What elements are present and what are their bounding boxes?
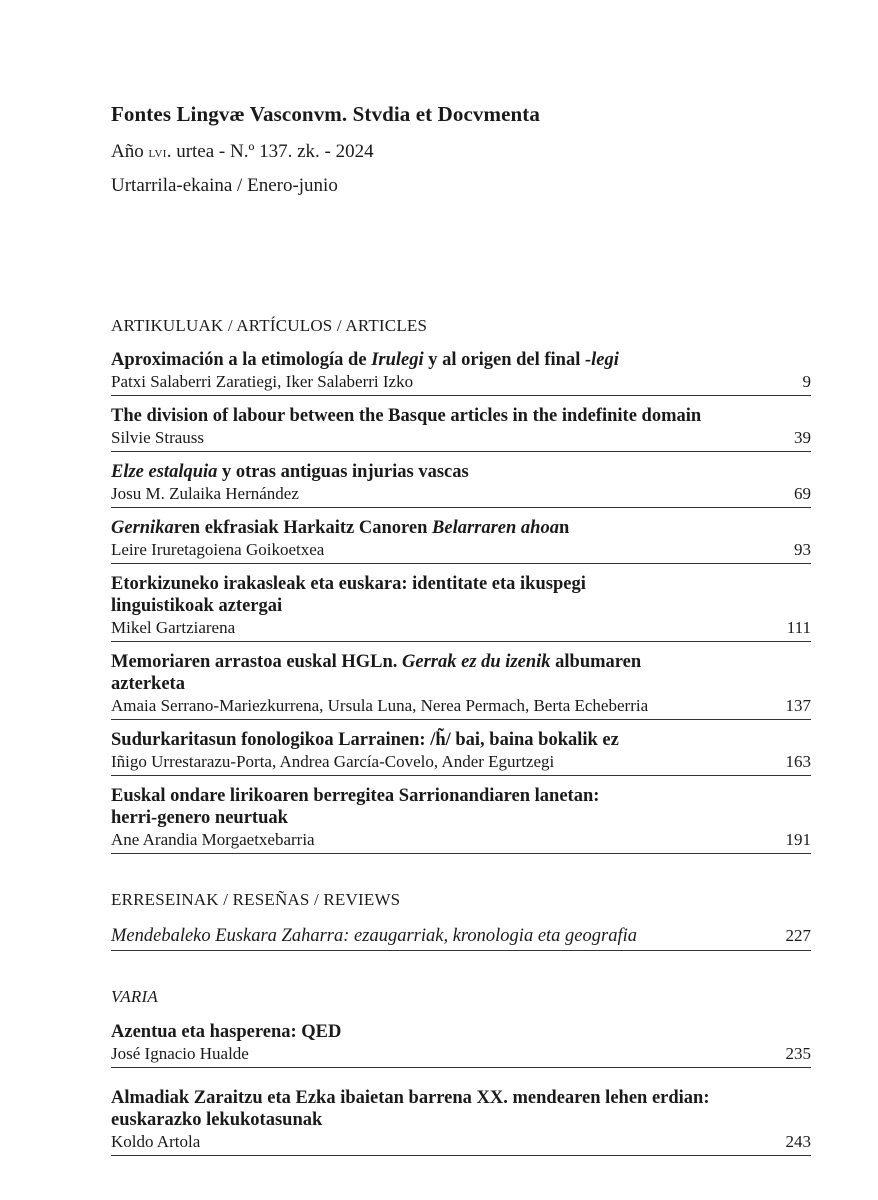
toc-entry[interactable] xyxy=(111,349,811,396)
toc-entry[interactable] xyxy=(111,729,811,776)
entry-page-number: 243 xyxy=(785,1132,811,1151)
entry-title: Elze estalquia y otras antiguas injurias vascas xyxy=(111,462,469,482)
entry-page-number: 163 xyxy=(785,752,811,771)
entry-title: Aproximación a la etimología de Irulegi y al origen del final -legi xyxy=(111,350,619,370)
entry-title: Sudurkaritasun fonologikoa Larrainen: /h̃/ bai, baina bokalik ez xyxy=(111,730,619,750)
entry-authors: José Ignacio Hualde xyxy=(111,1044,249,1063)
journal-title: Fontes Lingvæ Vasconvm. Stvdia et Docvmenta xyxy=(111,102,540,126)
entry-authors: Josu M. Zulaika Hernández xyxy=(111,484,299,503)
entry-title: Almadiak Zaraitzu eta Ezka ibaietan barrena XX. mendearen lehen erdian: euskarazko lekukotasunak xyxy=(111,1088,710,1130)
entry-page-number: 227 xyxy=(785,926,811,945)
entry-title: Azentua eta hasperena: QED xyxy=(111,1022,342,1042)
entry-authors: Koldo Artola xyxy=(111,1132,201,1151)
entry-authors: Mikel Gartziarena xyxy=(111,618,236,637)
toc-entry[interactable] xyxy=(111,1087,811,1156)
section-heading-articles: ARTIKULUAK / ARTÍCULOS / ARTICLES xyxy=(111,316,428,335)
toc-entry[interactable] xyxy=(111,517,811,564)
toc-entry[interactable] xyxy=(111,573,811,642)
entry-authors: Amaia Serrano-Mariezkurrena, Ursula Luna, Nerea Permach, Berta Echeberria xyxy=(111,696,649,715)
entry-page-number: 93 xyxy=(794,540,811,559)
entry-authors: Ane Arandia Morgaetxebarria xyxy=(111,830,315,849)
entry-title: Mendebaleko Euskara Zaharra: ezaugarriak, kronologia eta geografia xyxy=(111,926,637,946)
toc-entry[interactable] xyxy=(111,405,811,452)
toc-entry[interactable] xyxy=(111,924,811,951)
entry-page-number: 9 xyxy=(802,372,811,391)
entry-title: The division of labour between the Basque articles in the indefinite domain xyxy=(111,406,702,426)
entry-page-number: 39 xyxy=(794,428,811,447)
entry-page-number: 69 xyxy=(794,484,811,503)
toc-entry[interactable] xyxy=(111,651,811,720)
entry-authors: Silvie Strauss xyxy=(111,428,205,447)
entry-authors: Iñigo Urrestarazu-Porta, Andrea García-Covelo, Ander Egurtzegi xyxy=(111,752,555,771)
section-heading-varia: VARIA xyxy=(111,987,158,1006)
entry-title: Gernikaren ekfrasiak Harkaitz Canoren Belarraren ahoan xyxy=(111,518,570,538)
entry-page-number: 191 xyxy=(785,830,811,849)
entry-authors: Patxi Salaberri Zaratiegi, Iker Salaberri Izko xyxy=(111,372,414,391)
issue-prefix: Año xyxy=(111,141,149,162)
entry-page-number: 137 xyxy=(785,696,811,715)
issue-period: Urtarrila-ekaina / Enero-junio xyxy=(111,175,338,196)
entry-authors: Leire Iruretagoiena Goikoetxea xyxy=(111,540,325,559)
toc-entry[interactable] xyxy=(111,785,811,854)
issue-roman-numeral: lvi xyxy=(148,144,167,161)
entry-page-number: 235 xyxy=(785,1044,811,1063)
section-heading-reviews: ERRESEINAK / RESEÑAS / REVIEWS xyxy=(111,890,401,909)
entry-title: Memoriaren arrastoa euskal HGLn. Gerrak ez du izenik albumaren azterketa xyxy=(111,652,642,694)
entry-title: Euskal ondare lirikoaren berregitea Sarrionandiaren lanetan: herri-genero neurtuak xyxy=(111,786,600,828)
entry-title: Etorkizuneko irakasleak eta euskara: identitate eta ikuspegi linguistikoak aztergai xyxy=(111,574,586,616)
toc-entry[interactable] xyxy=(111,461,811,508)
toc-entry[interactable] xyxy=(111,1021,811,1068)
issue-details: . urtea - N.º 137. zk. - 2024 xyxy=(166,141,374,162)
entry-page-number: 111 xyxy=(786,618,811,637)
issue-line xyxy=(111,141,374,163)
